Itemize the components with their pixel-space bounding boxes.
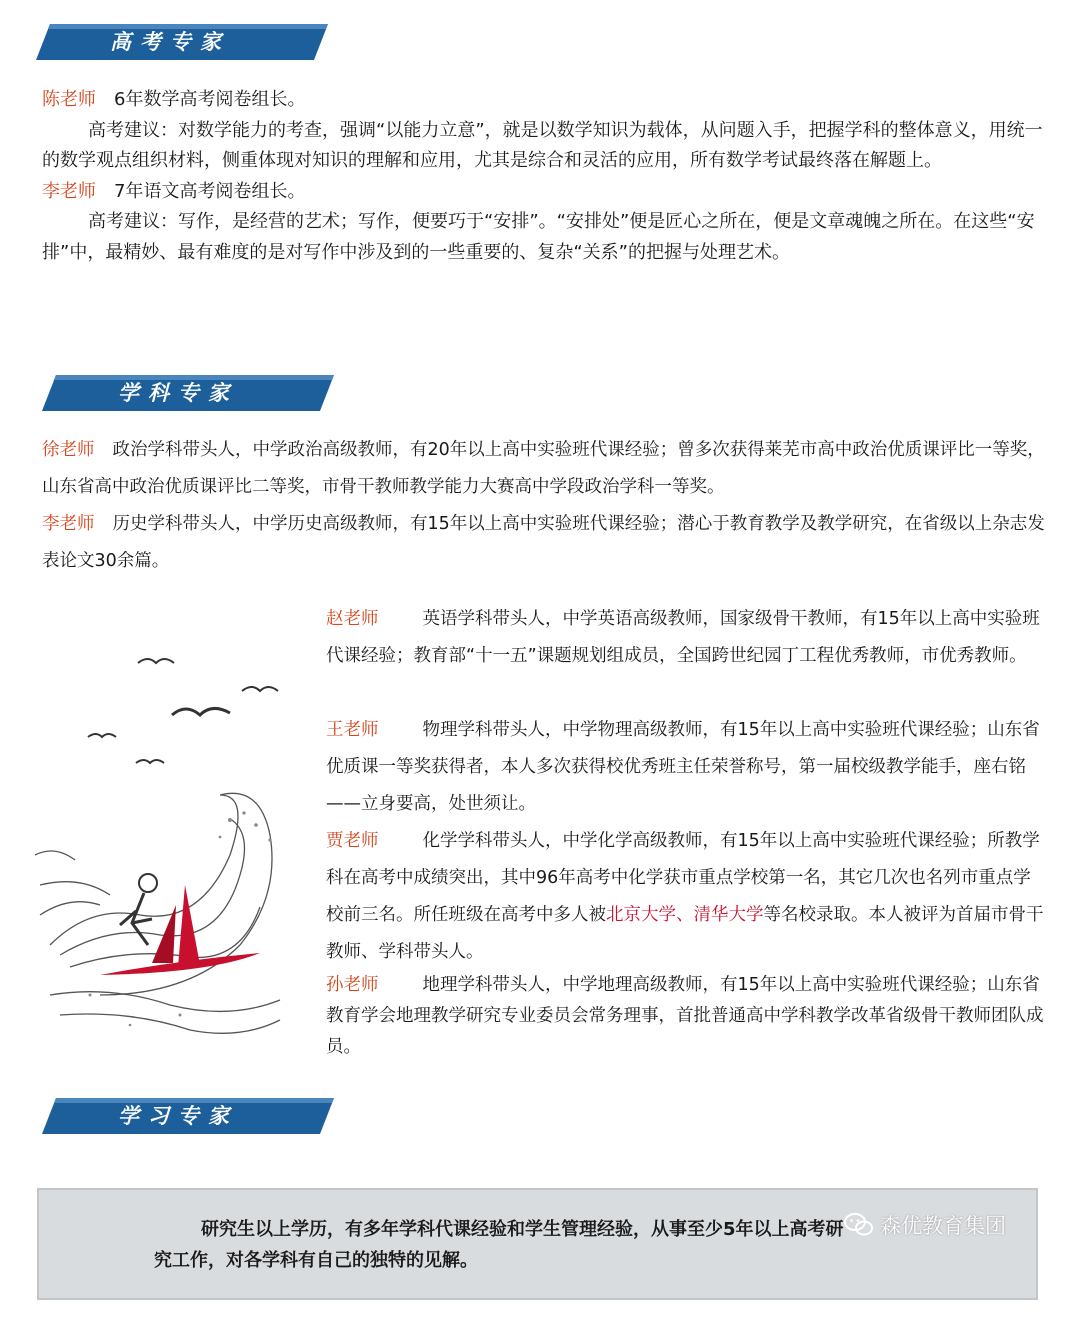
watermark bbox=[844, 1210, 1006, 1240]
expert-name: 赵老师 bbox=[326, 609, 379, 629]
surfer-icon bbox=[100, 874, 260, 975]
subject-expert-3 bbox=[326, 601, 1046, 675]
expert-text: 等名校录取。本人被评为首届市骨干教师、学科带头人。 bbox=[326, 905, 1044, 962]
expert-text: 地理学科带头人，中学地理高级教师，有15年以上高中实验班代课经验；山东省教育学会地理教学研究专业委员会常务理事，首批普通高中学科教学改革省级骨干教师团队成员。 bbox=[326, 975, 1044, 1057]
subject-expert-2 bbox=[42, 506, 1047, 580]
section-banner-subject bbox=[42, 373, 334, 413]
section-banner-study bbox=[42, 1096, 334, 1136]
study-note-line-1: 研究生以上学历，有多年学科代课经验和学生管理经验，从事至少5年以上高考研 bbox=[201, 1219, 844, 1240]
watermark-text: 森优教育集团 bbox=[880, 1214, 1006, 1238]
expert-role: 7年语文高考阅卷组长。 bbox=[114, 180, 306, 202]
expert-role: 6年数学高考阅卷组长。 bbox=[114, 89, 306, 110]
section-banner-gaokao bbox=[36, 22, 328, 62]
wave-icon bbox=[35, 793, 280, 1033]
expert-name: 贾老师 bbox=[326, 831, 379, 851]
subject-expert-4 bbox=[326, 712, 1046, 823]
expert-name: 李老师 bbox=[42, 514, 95, 534]
wave-surfer-illustration bbox=[30, 615, 310, 1095]
highlight-universities: 北京大学、清华大学 bbox=[606, 905, 764, 925]
expert-advice: 高考建议：对数学能力的考查，强调“以能力立意”，就是以数学知识为载体，从问题入手，把握学科的整体意义，用统一的数学观点组织材料，侧重体现对知识的理解和应用，尤其是综合和灵活的应用，所有数学考试最终落在解题上。 bbox=[42, 119, 1043, 171]
expert-name: 陈老师 bbox=[42, 89, 96, 110]
expert-text: 化学学科带头人，中学化学高级教师，有15年以上高中实验班代课经验；所教学科在高考中成绩突出，其中96年高考中化学获市重点学校第一名，其它几次也名列市重点学校前三名。所任班级在高考中多人被 bbox=[326, 831, 1040, 925]
wechat-icon bbox=[844, 1212, 874, 1238]
section-title: 学习专家 bbox=[118, 1104, 238, 1128]
study-note-box bbox=[37, 1188, 1038, 1300]
study-note-text bbox=[154, 1214, 854, 1276]
section-title: 学科专家 bbox=[118, 381, 238, 405]
expert-text: 历史学科带头人，中学历史高级教师，有15年以上高中实验班代课经验；潜心于教育教学及教学研究，在省级以上杂志发表论文30余篇。 bbox=[42, 514, 1045, 571]
subject-expert-1 bbox=[42, 432, 1047, 506]
expert-text: 政治学科带头人，中学政治高级教师，有20年以上高中实验班代课经验；曾多次获得莱芜市高中政治优质课评比一等奖，山东省高中政治优质课评比二等奖，市骨干教师教学能力大赛高中学段政治学科一等奖。 bbox=[42, 440, 1045, 497]
seagull-icon bbox=[88, 659, 278, 763]
expert-name: 徐老师 bbox=[42, 440, 95, 460]
expert-text: 物理学科带头人，中学物理高级教师，有15年以上高中实验班代课经验；山东省优质课一等奖获得者，本人多次获得校优秀班主任荣誉称号，第一届校级教学能手，座右铭——立身要高，处世须让。 bbox=[326, 720, 1040, 814]
subject-expert-6 bbox=[326, 970, 1046, 1063]
gaokao-expert-1 bbox=[42, 85, 1047, 268]
section-title: 高考专家 bbox=[110, 30, 230, 54]
expert-advice: 高考建议：写作，是经营的艺术；写作，便要巧于“安排”。“安排处”便是匠心之所在，便是文章魂魄之所在。在这些“安排”中，最精妙、最有难度的是对写作中涉及到的一些重要的、复杂“关系”的把握与处理艺术。 bbox=[42, 211, 1035, 263]
expert-name: 王老师 bbox=[326, 720, 379, 740]
expert-text: 英语学科带头人，中学英语高级教师，国家级骨干教师，有15年以上高中实验班代课经验；教育部“十一五”课题规划组成员，全国跨世纪园丁工程优秀教师，市优秀教师。 bbox=[326, 609, 1040, 666]
expert-name: 孙老师 bbox=[326, 975, 379, 995]
expert-name: 李老师 bbox=[42, 180, 96, 202]
study-note-line-2: 究工作，对各学科有自己的独特的见解。 bbox=[154, 1250, 478, 1271]
subject-expert-5 bbox=[326, 823, 1046, 971]
